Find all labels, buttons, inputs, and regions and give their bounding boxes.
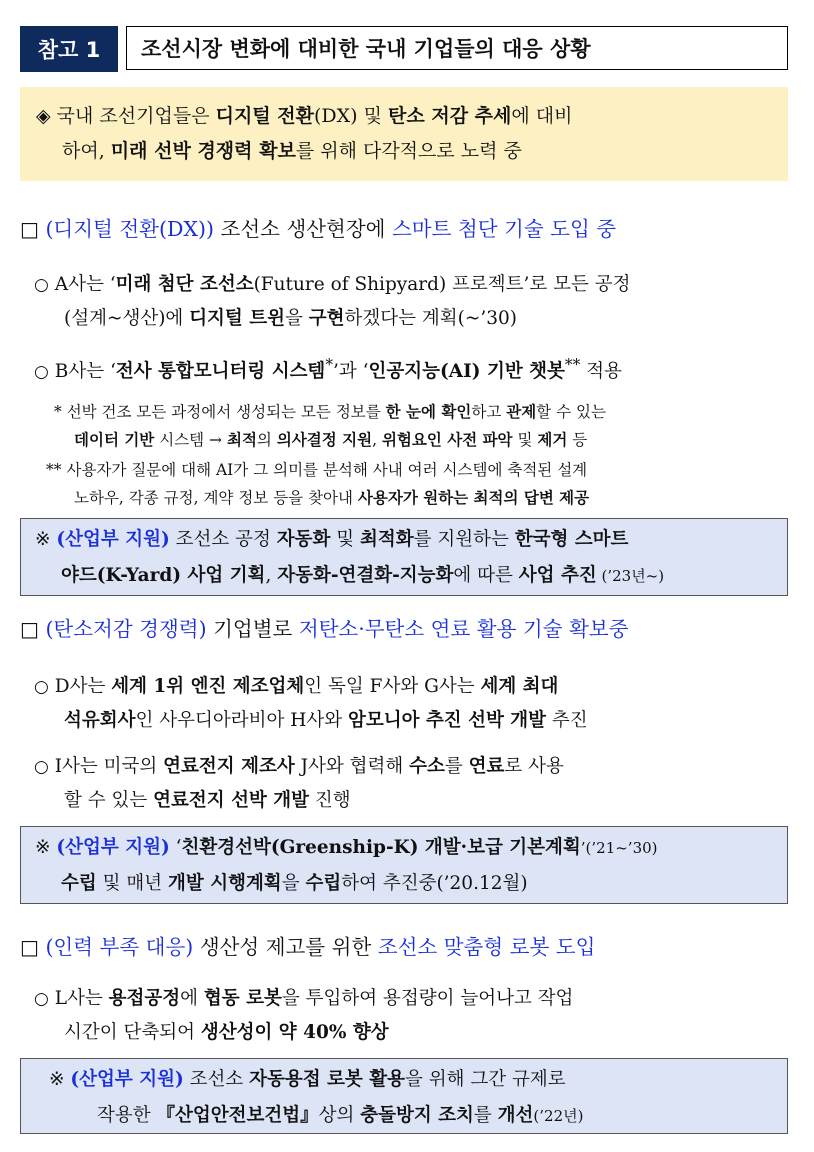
summary-text: 를 위해 다각적으로 노력 중	[295, 140, 522, 162]
support-text: 에 따른	[453, 565, 519, 586]
bullet-l-line-1	[34, 984, 573, 1010]
support-bold: 개발 시행계획	[168, 873, 282, 894]
support-text: 를	[473, 1105, 498, 1126]
note-2-line-1	[46, 458, 587, 480]
note-text: 노하우, 각종 규정, 계약 정보 등을 찾아내	[74, 489, 358, 507]
section-tag: (디지털 전환(DX))	[45, 217, 214, 241]
bullet-b-line-1	[34, 356, 622, 383]
support-bold: 개선	[497, 1105, 534, 1126]
bullet-text: 인 독일 F사와 G사는	[304, 676, 481, 697]
note-text: 및	[512, 431, 538, 449]
note-bold: 최적	[226, 430, 257, 449]
note-marker: *	[54, 403, 62, 421]
support-bold: 한국형 스마트	[514, 529, 629, 550]
bullet-text: 적용	[580, 361, 622, 383]
checkbox-square-icon: □	[20, 935, 39, 959]
note-bold: 한 눈에 확인	[385, 402, 472, 421]
support-line-1	[35, 830, 777, 866]
bullet-bold: 디지털 트윈	[189, 308, 285, 329]
bullet-d-line-1	[34, 672, 558, 698]
bullet-text: A사는 ‘	[54, 274, 116, 295]
note-1-line-2	[74, 428, 587, 450]
support-tag: (산업부 지원)	[70, 1069, 184, 1090]
bullet-text: I사는 미국의	[54, 756, 164, 777]
support-text: 를 지원하는	[413, 529, 515, 550]
note-text: 사용자가 질문에 대해 AI가 그 의미를 분석해 사내 여러 시스템에 축적된 설계	[66, 461, 588, 479]
bullet-text: D사는	[54, 676, 112, 697]
support-text: ‘	[169, 837, 182, 858]
bullet-bold: 생산성이 약 40% 향상	[200, 1022, 389, 1043]
reference-mark-icon: ※	[49, 1069, 65, 1090]
support-text: 조선소	[183, 1069, 250, 1090]
support-line-2	[35, 866, 777, 902]
support-text: 상의	[318, 1105, 361, 1126]
support-bold: 사업 추진	[518, 565, 597, 586]
bullet-text: 를	[444, 756, 469, 777]
support-text: (’22년)	[533, 1107, 584, 1125]
bullet-bold: 인공지능(AI) 기반 챗봇	[368, 361, 565, 383]
bullet-bold: 석유회사	[64, 710, 136, 731]
support-text: 하여 추진중(’20.12월)	[341, 873, 528, 894]
support-text: ,	[265, 565, 278, 586]
bullet-i-line-1	[34, 752, 564, 778]
bullet-bold: 암모니아 추진 선박 개발	[347, 710, 547, 731]
support-text: (’23년~)	[596, 567, 665, 585]
section-text: 기업별로	[206, 617, 299, 641]
bullet-text: 진행	[309, 790, 351, 811]
bullet-text: 하겠다는 계획(~’30)	[344, 308, 517, 329]
bullet-a-line-2	[64, 304, 517, 330]
note-1-line-1	[54, 400, 606, 422]
note-bold: 위험요인 사전 파악	[381, 430, 513, 449]
support-bold: 자동화-연결화-지능화	[277, 565, 454, 586]
summary-text: 에 대비	[511, 105, 573, 127]
note-text: 선박 건조 모든 과정에서 생성되는 모든 정보를	[66, 403, 386, 421]
section-text: 조선소 생산현장에	[214, 217, 392, 241]
note-2-line-2	[74, 486, 589, 508]
bullet-bold: 용접공정	[108, 988, 181, 1009]
circle-bullet-icon: ○	[34, 362, 49, 383]
circle-bullet-icon: ○	[34, 275, 49, 295]
title-tag: 참고 1	[20, 26, 118, 72]
support-line-2	[35, 558, 777, 594]
note-marker: **	[46, 461, 62, 479]
summary-line-2	[36, 134, 774, 169]
note-bold: 사용자가 원하는 최적의 답변 제공	[357, 488, 590, 507]
note-bold: 데이터 기반	[74, 430, 155, 449]
support-box-robot	[20, 1058, 788, 1134]
bullet-d-line-2	[64, 706, 588, 732]
bullet-bold: 미래 첨단 조선소	[115, 274, 254, 295]
bullet-bold: 세계 1위 엔진 제조업체	[111, 676, 305, 697]
support-tag: (산업부 지원)	[56, 837, 170, 858]
support-bold: 수립	[61, 873, 97, 894]
support-line-2	[35, 1098, 777, 1134]
bullet-text: 인 사우디아라비아 H사와	[135, 710, 348, 731]
bullet-i-line-2	[64, 786, 351, 812]
support-tag: (산업부 지원)	[56, 529, 170, 550]
section-tag: (인력 부족 대응)	[45, 935, 194, 959]
bullet-bold: 수소	[409, 756, 445, 777]
support-text: ’(’21~’30)	[580, 839, 658, 857]
support-bold: 야드(K-Yard) 사업 기획	[61, 565, 266, 586]
bullet-text: (설계~생산)에	[64, 308, 190, 329]
bullet-text: 추진	[546, 710, 588, 731]
support-bold: 친환경선박(Greenship-K) 개발·보급 기본계획	[181, 837, 581, 858]
summary-bold: 미래 선박 경쟁력 확보	[110, 140, 296, 162]
support-line-1	[35, 522, 777, 558]
summary-line-1	[36, 99, 774, 134]
summary-text: 국내 조선기업들은	[56, 105, 216, 127]
support-bold: 자동화	[276, 529, 331, 550]
reference-mark-icon: ※	[35, 837, 51, 858]
section-heading-labor	[20, 930, 595, 960]
support-line-1	[35, 1062, 777, 1098]
bullet-text: ’과 ‘	[333, 361, 369, 383]
section-heading-carbon	[20, 612, 628, 642]
bullet-a-line-1	[34, 270, 631, 296]
bullet-bold: 세계 최대	[480, 676, 559, 697]
note-bold: 의사결정 지원	[276, 430, 373, 449]
bullet-bold: 연료전지 제조사	[163, 756, 295, 777]
bullet-bold: 전사 통합모니터링 시스템	[115, 361, 326, 383]
note-text: 할 수 있는	[536, 403, 606, 421]
section-highlight: 저탄소·무탄소 연료 활용 기술 확보중	[298, 617, 629, 641]
bullet-text: J사와 협력해	[294, 756, 410, 777]
summary-text: 하여,	[62, 140, 111, 162]
bullet-text: L사는	[54, 988, 109, 1009]
note-text: 하고	[471, 403, 507, 421]
support-box-kyard	[20, 518, 788, 596]
note-text: 등	[567, 431, 588, 449]
support-text: 을	[281, 873, 306, 894]
bullet-text: 할 수 있는	[64, 790, 154, 811]
circle-bullet-icon: ○	[34, 757, 49, 777]
support-bold: 최적화	[359, 529, 414, 550]
bullet-bold: 연료전지 선박 개발	[153, 790, 309, 811]
section-highlight: 스마트 첨단 기술 도입 중	[391, 217, 617, 241]
circle-bullet-icon: ○	[34, 989, 49, 1009]
footnote-mark: *	[325, 356, 334, 374]
bullet-bold: 구현	[308, 308, 345, 329]
bullet-text: 을	[284, 308, 309, 329]
checkbox-square-icon: □	[20, 617, 39, 641]
summary-bold: 디지털 전환	[215, 105, 314, 127]
summary-bold: 탄소 저감 추세	[388, 105, 512, 127]
support-text: 작용한	[97, 1105, 157, 1126]
bullet-text: (Future of Shipyard) 프로젝트’로 모든 공정	[253, 274, 631, 295]
reference-mark-icon: ※	[35, 529, 51, 550]
note-bold: 제거	[537, 430, 568, 449]
support-text: 을 위해 그간 규제로	[404, 1069, 566, 1090]
note-text: 시스템 →	[154, 431, 227, 449]
support-bold: 충돌방지 조치	[360, 1105, 474, 1126]
summary-text: (DX) 및	[313, 105, 389, 127]
note-bold: 관제	[506, 402, 537, 421]
section-heading-dx	[20, 212, 616, 242]
bullet-text: 로 사용	[504, 756, 564, 777]
bullet-l-line-2	[64, 1018, 389, 1044]
bullet-bold: 협동 로봇	[203, 988, 282, 1009]
bullet-text: 을 투입하여 용접량이 늘어나고 작업	[281, 988, 574, 1009]
footnote-mark: **	[564, 356, 581, 374]
note-text: ,	[372, 431, 382, 449]
bullet-text: B사는 ‘	[54, 361, 116, 383]
section-highlight: 조선소 맞춤형 로봇 도입	[377, 935, 596, 959]
support-bold: 『산업안전보건법』	[156, 1105, 319, 1126]
bullet-bold: 연료	[468, 756, 505, 777]
summary-box	[20, 87, 788, 181]
circle-bullet-icon: ○	[34, 677, 49, 697]
section-text: 생산성 제고를 위한	[193, 935, 378, 959]
support-bold: 자동용접 로봇 활용	[249, 1069, 405, 1090]
support-text: 및	[330, 529, 360, 550]
support-text: 조선소 공정	[169, 529, 277, 550]
note-text: 의	[256, 431, 277, 449]
diamond-marker-icon: ◈	[36, 105, 51, 127]
support-bold: 수립	[305, 873, 342, 894]
bullet-text: 에	[180, 988, 204, 1009]
checkbox-square-icon: □	[20, 217, 39, 241]
support-text: 및 매년	[96, 873, 169, 894]
support-box-greenship	[20, 826, 788, 904]
page-title: 조선시장 변화에 대비한 국내 기업들의 대응 상황	[126, 26, 788, 70]
section-tag: (탄소저감 경쟁력)	[45, 617, 207, 641]
bullet-text: 시간이 단축되어	[64, 1022, 201, 1043]
